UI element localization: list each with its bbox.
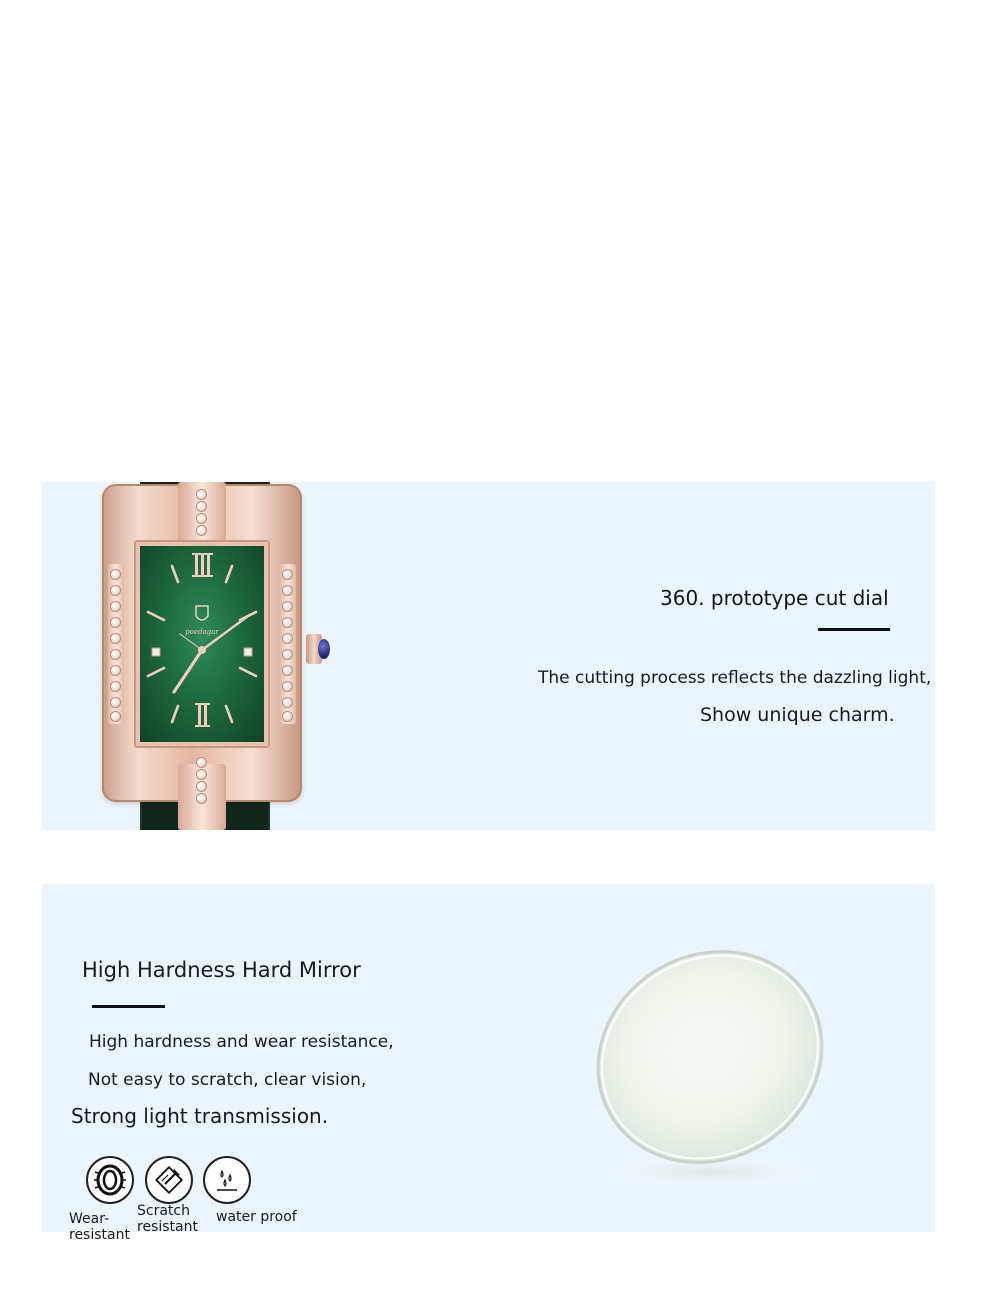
wear-resistant-icon bbox=[86, 1156, 134, 1204]
watch-brand-text: poedagar bbox=[185, 628, 219, 636]
scratch-resistant-label: Scratch resistant bbox=[137, 1203, 198, 1235]
mirror-description-line-3: Strong light transmission. bbox=[71, 1104, 329, 1128]
mirror-feature-panel bbox=[42, 884, 935, 1243]
mirror-section-title: High Hardness Hard Mirror bbox=[82, 958, 361, 982]
mirror-glass-image bbox=[590, 942, 840, 1192]
mirror-description-line-2: Not easy to scratch, clear vision, bbox=[88, 1070, 367, 1090]
watch-dial bbox=[140, 546, 264, 742]
watch-dial-markings bbox=[140, 546, 264, 742]
water-proof-label: water proof bbox=[216, 1209, 297, 1225]
scratch-resistant-icon bbox=[145, 1156, 193, 1204]
dial-description-line-2: Show unique charm. bbox=[700, 704, 895, 726]
wear-resistant-label: Wear- resistant bbox=[69, 1211, 130, 1243]
dial-section-title: 360. prototype cut dial bbox=[660, 586, 889, 610]
dial-title-underline bbox=[818, 628, 890, 631]
water-drop-icon bbox=[203, 1156, 251, 1204]
watch-crown-gem bbox=[318, 639, 330, 659]
watch-image bbox=[102, 482, 402, 830]
mirror-description-line-1: High hardness and wear resistance, bbox=[89, 1032, 394, 1052]
dial-description-line-1: The cutting process reflects the dazzling light, bbox=[538, 668, 932, 688]
mirror-title-underline bbox=[92, 1005, 165, 1008]
dial-feature-panel bbox=[42, 482, 935, 830]
